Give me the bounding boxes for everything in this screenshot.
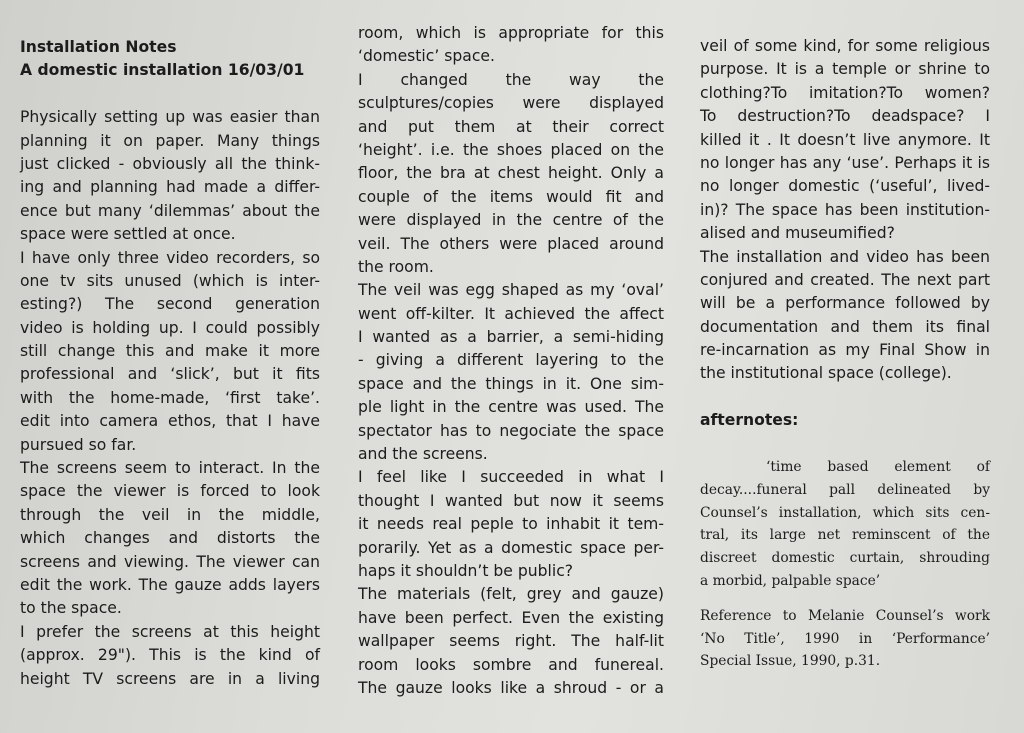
quote-line: discreet domestic curtain, shrouding [700, 550, 990, 567]
column1-line: with the home-made, ‘first take’. [20, 388, 320, 407]
column1-line [20, 83, 320, 106]
column2-line: veil. The others were placed around [358, 234, 664, 253]
reference-note [700, 605, 990, 673]
column2-line: couple of the items would fit and [358, 187, 664, 206]
column1-line: which changes and distorts the [20, 529, 320, 548]
quote-line: decay....funeral pall delineated by [700, 481, 990, 498]
column3-line: the institutional space (college). [700, 364, 952, 383]
column2-line: porarily. Yet as a domestic space per- [358, 538, 664, 557]
column3-line: To destruction?To deadspace? I [700, 107, 990, 126]
column2-line: sculptures/copies were displayed [358, 94, 664, 113]
column1-line: The screens seem to interact. In the [20, 459, 320, 478]
column1-line: Installation Notes [20, 38, 177, 56]
column3-line: documentation and them its final [700, 317, 990, 336]
column2-line: the room. [358, 257, 434, 276]
column2-line: room looks sombre and funereal. [358, 655, 664, 674]
column1-line: video is holding up. I could possibly [20, 318, 320, 337]
column1-line: edit into camera ethos, that I have [20, 412, 320, 431]
column1-line: one tv sits unused (which is inter- [20, 271, 320, 290]
column2-line: were displayed in the centre of the [358, 211, 664, 230]
column1-line: planning it on paper. Many things [20, 131, 320, 150]
afternotes-heading: afternotes: [700, 411, 799, 430]
quote-line: a morbid, palpable space’ [700, 573, 881, 590]
reference-line: Special Issue, 1990, p.31. [700, 653, 881, 670]
column1-line: still change this and make it more [20, 342, 320, 361]
column3-line: will be a performance followed by [700, 294, 990, 313]
column2-line: I feel like I succeeded in what I [358, 468, 664, 487]
column1-line: professional and ‘slick’, but it fits [20, 365, 320, 384]
column1-line: I prefer the screens at this height [20, 622, 320, 641]
column2-line: have been perfect. Even the existing [358, 608, 664, 627]
column2-line: wallpaper seems right. The half-lit [358, 632, 664, 651]
reference-line: Reference to Melanie Counsel’s work [700, 607, 990, 624]
column2-line: thought I wanted but now it seems [358, 491, 664, 510]
column3-line: clothing?To imitation?To women? [700, 83, 990, 102]
column1-line: screens and viewing. The viewer can [20, 552, 320, 571]
afternotes-quote [700, 456, 990, 593]
column1-line: ing and planning had made a differ- [20, 178, 320, 197]
column1-line: height TV screens are in a living [20, 669, 320, 688]
column1-line: (approx. 29"). This is the kind of [20, 646, 320, 665]
column3-line: no longer has any ‘use’. Perhaps it is [700, 153, 990, 172]
column2-line: The gauze looks like a shroud - or a [358, 678, 664, 697]
column3-line: purpose. It is a temple or shrine to [700, 60, 990, 79]
column1-line: esting?) The second generation [20, 295, 320, 314]
column2-line: ple light in the centre was used. The [358, 398, 664, 417]
column1-line: ence but many ‘dilemmas’ about the [20, 201, 320, 220]
column2-line: - giving a different layering to the [358, 351, 664, 370]
column1-line: A domestic installation 16/03/01 [20, 61, 305, 80]
column1-line: space the viewer is forced to look [20, 482, 320, 501]
column2-line: went off-kilter. It achieved the affect [358, 304, 664, 323]
column3-line: veil of some kind, for some religious [700, 37, 990, 55]
column-1 [20, 36, 320, 691]
column2-line: and the screens. [358, 445, 488, 464]
column-2 [358, 22, 664, 700]
column1-line: through the veil in the middle, [20, 505, 320, 524]
column2-line: ‘domestic’ space. [358, 47, 495, 66]
quote-line: ‘time based element of [766, 459, 990, 476]
column3-line: conjured and created. The next part [700, 270, 990, 289]
column-3 [700, 35, 990, 673]
column1-line: space were settled at once. [20, 225, 236, 244]
column3-line: in)? The space has been institution- [700, 200, 990, 219]
column3-line: The installation and video has been [700, 247, 990, 266]
column3-line: killed it . It doesn’t live anymore. It [700, 130, 990, 149]
quote-line: tral, its large net reminscent of the [700, 527, 990, 544]
column2-line: and put them at their correct [358, 117, 664, 136]
column2-line: room, which is appropriate for this [358, 24, 664, 42]
column2-line: space and the things in it. One sim- [358, 374, 664, 393]
column1-line: I have only three video recorders, so [20, 248, 320, 267]
column2-line: The materials (felt, grey and gauze) [358, 585, 664, 604]
quote-line: Counsel’s installation, which sits cen- [700, 504, 990, 521]
column3-line: no longer domestic (‘useful’, lived- [700, 177, 990, 196]
column2-line: floor, the bra at chest height. Only a [358, 164, 664, 183]
column2-line: it needs real peple to inhabit it tem- [358, 515, 664, 534]
column1-line: just clicked - obviously all the think- [20, 154, 320, 173]
column1-line: to the space. [20, 599, 122, 618]
column3-line: re-incarnation as my Final Show in [700, 341, 990, 360]
column1-line: edit the work. The gauze adds layers [20, 575, 320, 594]
column-3-body [700, 35, 990, 386]
column2-line: haps it shouldn’t be public? [358, 561, 574, 580]
column1-line: pursued so far. [20, 435, 137, 454]
column2-line: spectator has to negociate the space [358, 421, 664, 440]
column1-line: Physically setting up was easier than [20, 108, 320, 127]
column2-line: ‘height’. i.e. the shoes placed on the [358, 140, 664, 159]
reference-line: ‘No Title’, 1990 in ‘Performance’ [700, 630, 990, 647]
column2-line: The veil was egg shaped as my ‘oval’ [358, 281, 664, 300]
column2-line: I wanted as a barrier, a semi-hiding [358, 328, 664, 347]
column2-line: I changed the way the [358, 70, 664, 89]
column3-line: alised and museumified? [700, 224, 895, 243]
